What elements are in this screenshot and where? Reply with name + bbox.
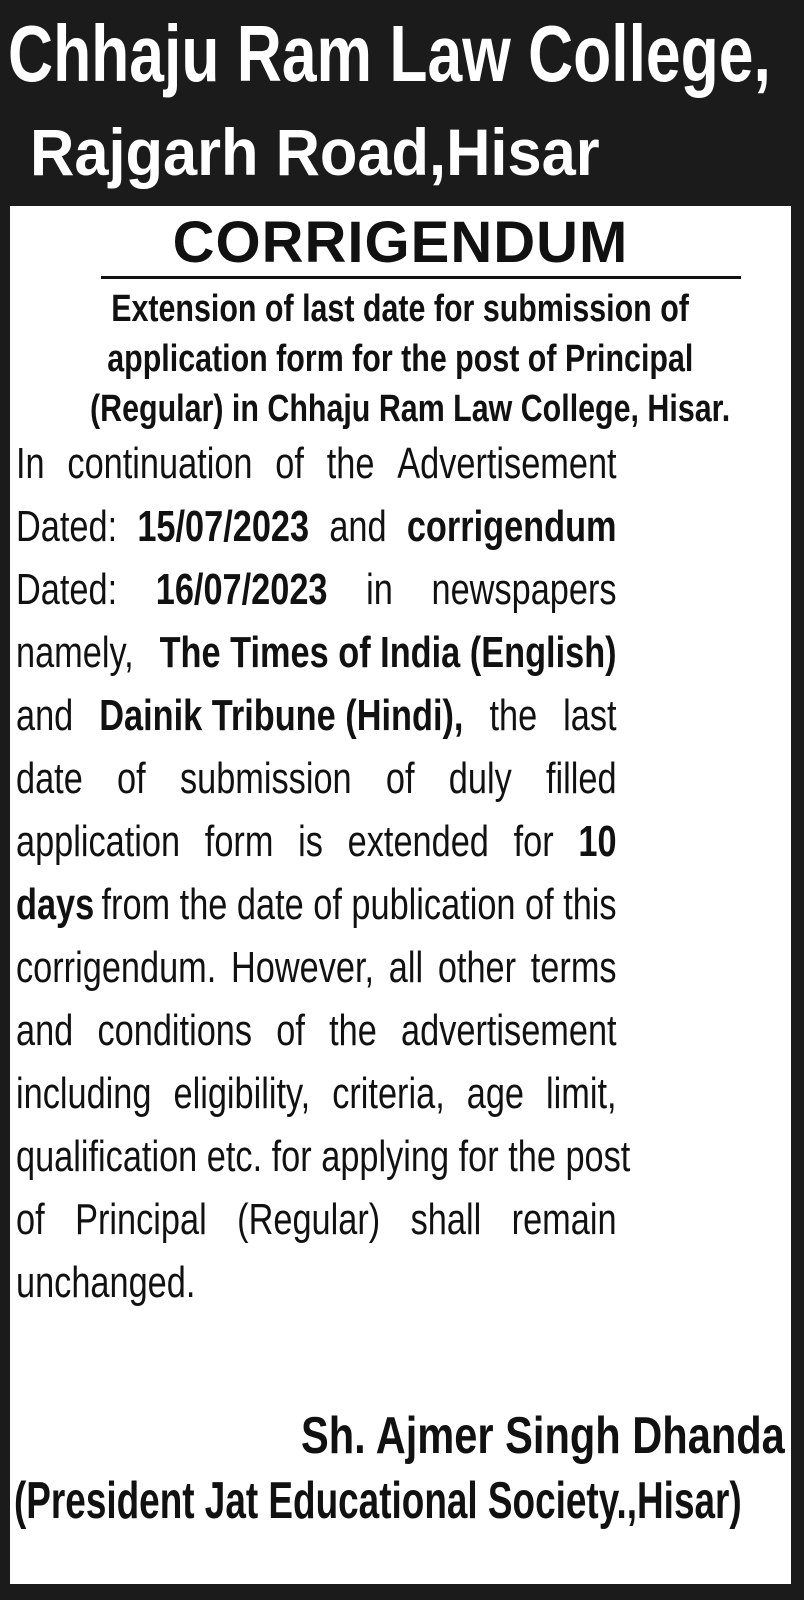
paragraph-line — [16, 1125, 786, 1188]
paragraph-line — [16, 495, 786, 558]
paragraph-line — [16, 1251, 786, 1314]
paragraph-word: Principal — [75, 1195, 207, 1244]
paragraph-word: criteria, — [332, 1069, 445, 1118]
paragraph-word: terms — [530, 943, 617, 992]
paragraph-word: all — [388, 943, 424, 992]
paragraph-word: corrigendum — [406, 502, 617, 551]
paragraph-word: Advertisement — [397, 439, 617, 488]
notice-title: CORRIGENDUM — [172, 210, 629, 275]
notice-body — [10, 206, 791, 1584]
paragraph-word: filled — [545, 754, 617, 803]
paragraph-line — [16, 936, 786, 999]
title-underline — [101, 276, 741, 279]
paragraph-line — [16, 558, 786, 621]
paragraph-word: shall — [410, 1195, 482, 1244]
paragraph-word: of — [275, 439, 304, 488]
paragraph-word: corrigendum. — [16, 943, 217, 992]
paragraph-word: the — [329, 1006, 377, 1055]
paragraph-word: last — [563, 691, 617, 740]
paragraph-word: submission — [179, 754, 352, 803]
paragraph-word: form — [204, 817, 274, 866]
college-name: Chhaju Ram Law College, — [8, 9, 771, 98]
paragraph-word: conditions — [97, 1006, 253, 1055]
paragraph-word: Dated: — [16, 502, 118, 551]
paragraph-word: of — [117, 754, 146, 803]
paragraph-word: Dated: — [16, 565, 118, 614]
paragraph-word: date — [16, 754, 83, 803]
paragraph-word: other — [437, 943, 517, 992]
paragraph-word: unchanged. — [16, 1258, 196, 1307]
paragraph-word: and — [16, 691, 74, 740]
paragraph-word: advertisement — [401, 1006, 617, 1055]
paragraph-word: age — [466, 1069, 525, 1118]
paragraph-word: the — [326, 439, 375, 488]
paragraph-line — [16, 432, 786, 495]
paragraph-word: of — [16, 1195, 45, 1244]
paragraph-line — [16, 621, 786, 684]
paragraph-word: is — [298, 817, 323, 866]
paragraph-word: The Times of India (English) — [159, 628, 617, 677]
subject-line: (Regular) in Chhaju Ram Law College, Hisar. — [90, 388, 731, 430]
paragraph-word: newspapers — [431, 565, 617, 614]
paragraph-word: for — [513, 817, 554, 866]
paragraph-word: eligibility, — [173, 1069, 311, 1118]
paragraph-line — [16, 1188, 786, 1251]
paragraph-word: days — [16, 880, 95, 929]
college-address: Rajgarh Road,Hisar — [30, 115, 600, 189]
paragraph-word: However, — [230, 943, 375, 992]
paragraph-word: the — [489, 691, 538, 740]
paragraph-word: continuation — [67, 439, 253, 488]
paragraph-word: of — [385, 754, 415, 803]
paragraph-line — [16, 747, 786, 810]
paragraph-line — [16, 1062, 786, 1125]
subject-line: application form for the post of Principal — [107, 338, 694, 380]
paragraph-word: application — [16, 817, 181, 866]
paragraph-word: including — [16, 1069, 152, 1118]
paragraph-word: limit, — [546, 1069, 617, 1118]
paragraph-word: 15/07/2023 — [137, 502, 310, 551]
paragraph-word: namely, — [16, 628, 134, 677]
signatory-name: Sh. Ajmer Singh Dhanda — [301, 1407, 785, 1465]
paragraph-word: of — [276, 1006, 305, 1055]
paragraph-line — [16, 684, 786, 747]
notice-subject — [10, 284, 791, 434]
paragraph-word: extended — [347, 817, 489, 866]
paragraph-word: In — [16, 439, 45, 488]
paragraph-word: 16/07/2023 — [155, 565, 328, 614]
paragraph-word: from the date of publication of this — [101, 880, 617, 929]
paragraph-word: remain — [511, 1195, 617, 1244]
paragraph-word: 10 — [578, 817, 617, 866]
paragraph-word: in — [366, 565, 393, 614]
subject-line: Extension of last date for submission of — [111, 288, 690, 330]
signatory-title: (President Jat Educational Society.,Hisar) — [14, 1472, 742, 1530]
paragraph-word: and — [16, 1006, 74, 1055]
paragraph-word: and — [329, 502, 387, 551]
paragraph-word: duly — [448, 754, 512, 803]
paragraph-line — [16, 810, 786, 873]
paragraph-word: qualification etc. for applying for the post — [16, 1132, 631, 1181]
paragraph-word: Dainik Tribune (Hindi), — [99, 691, 464, 740]
paragraph-line — [16, 873, 786, 936]
notice-paragraph — [16, 432, 786, 1314]
paragraph-word: (Regular) — [237, 1195, 381, 1244]
header-banner — [0, 0, 804, 206]
paragraph-line — [16, 999, 786, 1062]
